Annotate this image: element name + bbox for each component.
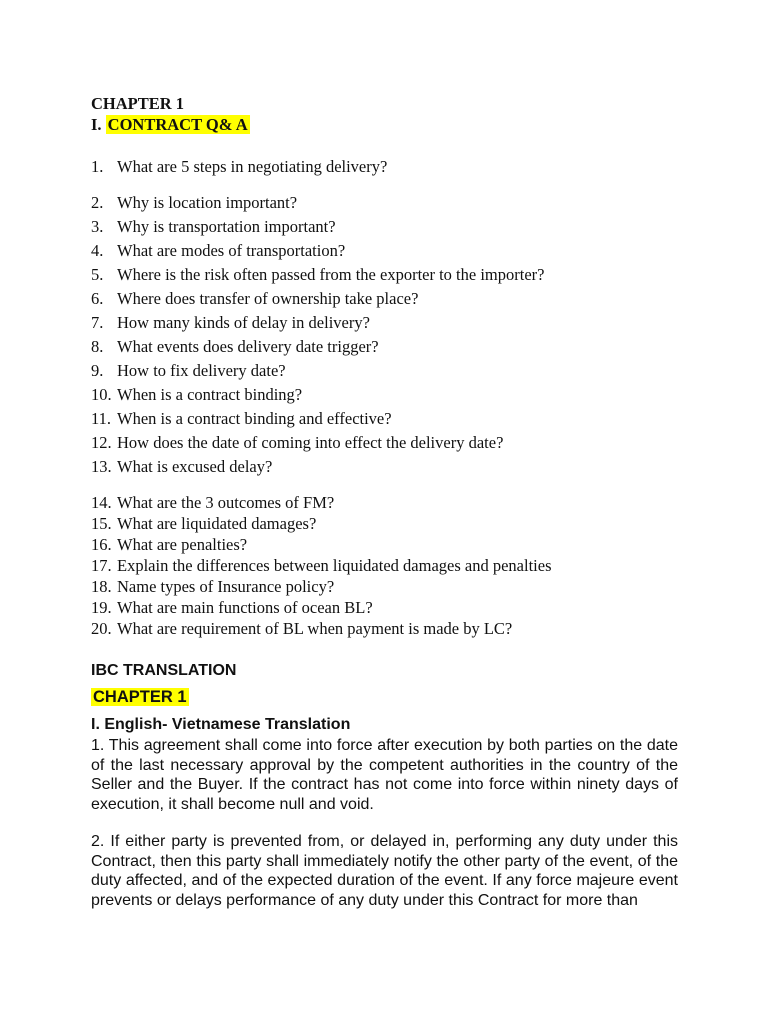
question-item: 16. What are penalties?	[91, 535, 248, 554]
question-item: 4. What are modes of transportation?	[91, 241, 346, 260]
question-item: 12. How does the date of coming into effect the delivery date?	[91, 433, 504, 452]
translation-title: IBC TRANSLATION	[91, 662, 237, 679]
question-item: 15. What are liquidated damages?	[91, 514, 317, 533]
question-item: 7. How many kinds of delay in delivery?	[91, 313, 370, 332]
section-prefix: I.	[91, 115, 102, 134]
section-title-highlighted: CONTRACT Q& A	[107, 115, 248, 134]
question-item: 9. How to fix delivery date?	[91, 361, 286, 380]
translation-paragraph-1: 1. This agreement shall come into force after execution by both parties on the date of the last necessary approval by the competent authorities in the country of the Seller and the Buyer. If the contract has not come into force within ninety days of execution, it shall become null and void.	[91, 737, 678, 813]
question-item: 3. Why is transportation important?	[91, 217, 336, 236]
question-item: 11. When is a contract binding and effective?	[91, 409, 392, 428]
question-item: 8. What events does delivery date trigger?	[91, 337, 379, 356]
question-item: 18. Name types of Insurance policy?	[91, 577, 335, 596]
question-item: 10. When is a contract binding?	[91, 385, 303, 404]
question-item: 2. Why is location important?	[91, 193, 298, 212]
question-item: 17. Explain the differences between liquidated damages and penalties	[91, 556, 552, 575]
translation-subtitle: I. English- Vietnamese Translation	[91, 716, 351, 733]
question-item: 5. Where is the risk often passed from the exporter to the importer?	[91, 265, 545, 284]
chapter-heading: CHAPTER 1	[91, 94, 185, 113]
question-item: 13. What is excused delay?	[91, 457, 273, 476]
translation-paragraph-2: 2. If either party is prevented from, or delayed in, performing any duty under this Contract, then this party shall immediately notify the other party of the event, of the duty affected, and of the expected duration of the event. If any force majeure event prevents or delays performance of any duty under this Contract for more than	[91, 833, 678, 909]
section-heading	[91, 115, 250, 135]
question-item: 14. What are the 3 outcomes of FM?	[91, 493, 335, 512]
question-item: 6. Where does transfer of ownership take place?	[91, 289, 419, 308]
question-item: 20. What are requirement of BL when payment is made by LC?	[91, 619, 513, 638]
question-item: 19. What are main functions of ocean BL?	[91, 598, 373, 617]
question-item: 1. What are 5 steps in negotiating delivery?	[91, 157, 388, 176]
translation-chapter-heading: CHAPTER 1	[93, 688, 187, 706]
